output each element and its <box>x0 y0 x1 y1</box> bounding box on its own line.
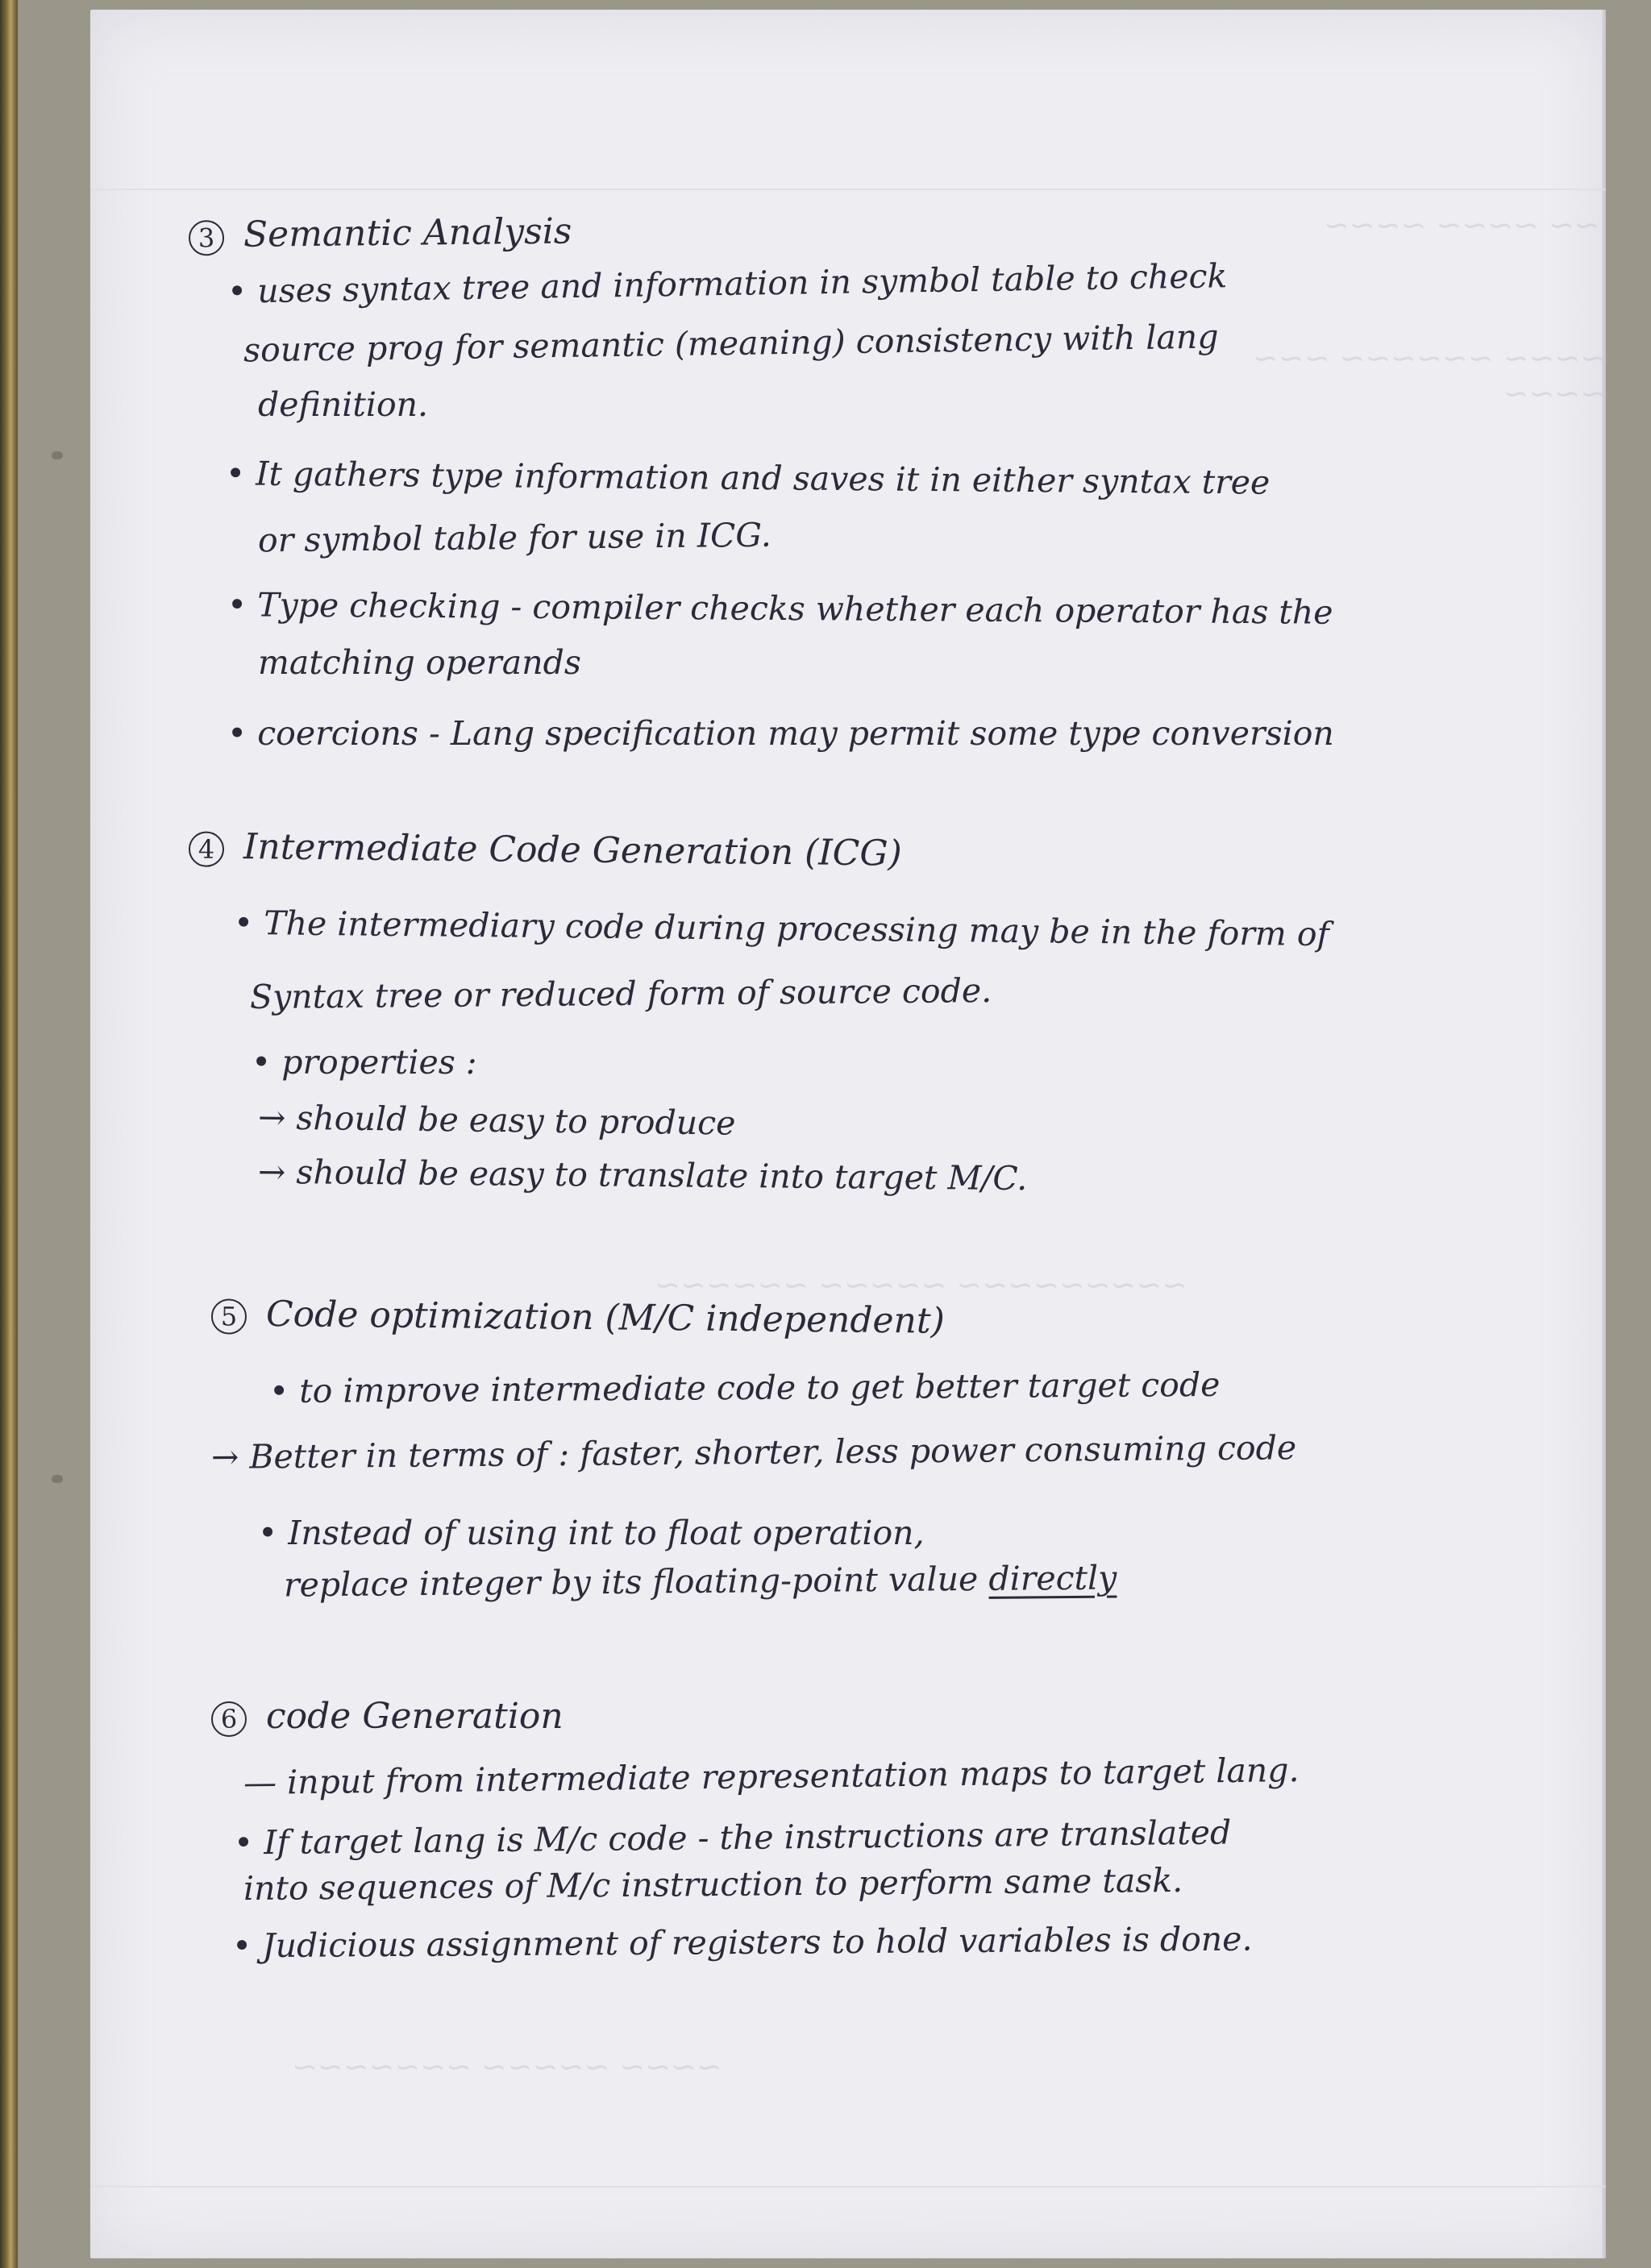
note-line: • Judicious assignment of registers to hold variables is done. <box>231 1919 1253 1966</box>
section-title: Intermediate Code Generation (ICG) <box>243 826 902 874</box>
bleed-through: ~~~~ ~~~~~ ~~~~~~~ <box>292 2049 722 2084</box>
note-line <box>284 1555 1117 1607</box>
section-title: Code optimization (M/C independent) <box>265 1293 946 1342</box>
notebook-binding <box>0 0 18 2268</box>
note-line: • The intermediary code during processing may be in the form of <box>233 903 1329 954</box>
note-line: matching operands <box>258 643 581 682</box>
section-title: code Generation <box>266 1696 564 1737</box>
section-heading <box>189 210 572 259</box>
section-heading <box>211 1694 564 1739</box>
note-text: replace integer by its floating-point value <box>283 1559 979 1605</box>
note-line: — input from intermediate representation maps to target lang. <box>243 1751 1300 1802</box>
section-heading <box>211 1291 945 1344</box>
note-line: • coercions - Lang specification may permit some type conversion <box>227 714 1334 753</box>
section-number: 6 <box>211 1701 247 1737</box>
punch-hole <box>52 1475 63 1483</box>
note-line: → should be easy to translate into target M/C. <box>257 1152 1028 1198</box>
note-line: • uses syntax tree and information in symbol table to check <box>227 256 1228 311</box>
note-line: source prog for semantic (meaning) consistency with lang <box>243 317 1219 370</box>
note-line: • Type checking - compiler checks whether each operator has the <box>227 585 1333 632</box>
note-line: Syntax tree or reduced form of source code. <box>249 970 992 1017</box>
punch-hole <box>52 451 63 459</box>
bleed-through: ~~~~~~~~~ ~~~~~ ~~~~~~ <box>655 1267 1187 1302</box>
section-number: 3 <box>189 220 224 255</box>
notebook-page <box>90 10 1606 2258</box>
section-number: 4 <box>189 831 224 866</box>
section-title: Semantic Analysis <box>243 210 572 255</box>
section-number: 5 <box>211 1298 247 1334</box>
note-line: • It gathers type information and saves it in either syntax tree <box>225 454 1270 502</box>
note-line: • If target lang is M/c code - the instructions are translated <box>233 1813 1232 1863</box>
note-line: → Better in terms of : faster, shorter, less power consuming code <box>210 1428 1297 1477</box>
section-heading <box>189 824 902 876</box>
note-line: into sequences of M/c instruction to perform same task. <box>243 1860 1183 1909</box>
note-line: • to improve intermediate code to get better target code <box>268 1365 1221 1411</box>
note-line: → should be easy to produce <box>257 1098 736 1143</box>
ruled-line <box>90 2186 1606 2187</box>
note-line: • properties : <box>252 1043 477 1082</box>
emphasized-word: directly <box>988 1558 1117 1598</box>
bleed-through: ~~~~ ~~~~~~ ~~~ ~~~~ <box>1252 340 1606 411</box>
note-line: definition. <box>258 385 429 424</box>
bleed-through: ~~ ~~~~ ~~~~ <box>1324 207 1600 243</box>
note-line: or symbol table for use in ICG. <box>257 515 771 560</box>
ruled-line <box>90 189 1606 190</box>
note-line: • Instead of using int to float operation, <box>258 1514 925 1552</box>
